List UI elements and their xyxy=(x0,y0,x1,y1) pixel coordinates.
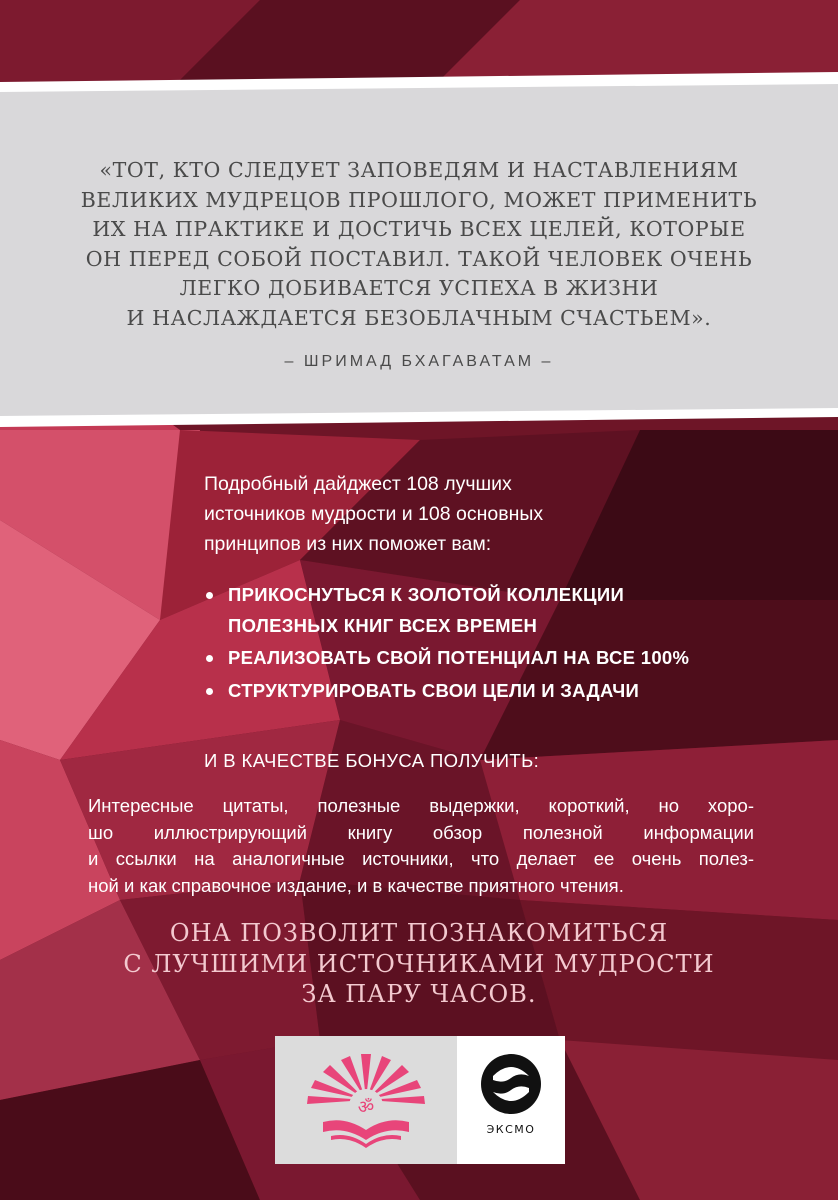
bonus-line: Интересные цитаты, полезные выдержки, короткий, но хоро- xyxy=(88,795,754,816)
benefit-line: СТРУКТУРИРОВАТЬ СВОИ ЦЕЛИ И ЗАДАЧИ xyxy=(228,679,640,701)
quote-line: «ТОТ, КТО СЛЕДУЕТ ЗАПОВЕДЯМ И НАСТАВЛЕНИЯМ xyxy=(99,158,739,182)
quote-line: ЛЕГКО ДОБИВАЕТСЯ УСПЕХА В ЖИЗНИ xyxy=(179,276,659,300)
benefit-line: РЕАЛИЗОВАТЬ СВОЙ ПОТЕНЦИАЛ НА ВСЕ 100% xyxy=(228,647,690,668)
sunburst-book-logo xyxy=(275,1036,457,1164)
closing-line: ЗА ПАРУ ЧАСОВ. xyxy=(301,980,537,1008)
publisher-name: ЭКСМО xyxy=(486,1123,536,1136)
closing-line: С ЛУЧШИМИ ИСТОЧНИКАМИ МУДРОСТИ xyxy=(123,949,715,978)
benefit-list xyxy=(204,580,764,708)
om-symbol: ॐ xyxy=(357,1097,375,1118)
quote-line: ОН ПЕРЕД СОБОЙ ПОСТАВИЛ. ТАКОЙ ЧЕЛОВЕК ОЧЕНЬ xyxy=(85,246,753,271)
bonus-line: ной и как справочное издание, и в качестве приятного чтения. xyxy=(88,874,624,896)
sunburst-icon xyxy=(275,1036,457,1164)
benefit-item xyxy=(204,676,764,707)
publisher-logos xyxy=(275,1036,565,1164)
benefit-line: ПРИКОСНУТЬСЯ К ЗОЛОТОЙ КОЛЛЕКЦИИ xyxy=(228,584,625,605)
bonus-line: шо иллюстрирующий книгу обзор полезной информации xyxy=(88,821,754,843)
closing-line: ОНА ПОЗВОЛИТ ПОЗНАКОМИТЬСЯ xyxy=(169,919,669,947)
quote-text xyxy=(60,156,778,333)
bullet-icon xyxy=(206,592,213,599)
benefit-line: ПОЛЕЗНЫХ КНИГ ВСЕХ ВРЕМЕН xyxy=(228,614,538,636)
closing-text xyxy=(0,918,838,1010)
bonus-line: и ссылки на аналогичные источники, что делает ее очень полез- xyxy=(88,848,754,869)
quote-line: И НАСЛАЖДАЕТСЯ БЕЗОБЛАЧНЫМ СЧАСТЬЕМ». xyxy=(126,305,712,330)
intro-line: источников мудрости и 108 основных xyxy=(204,503,544,525)
quote-line: ИХ НА ПРАКТИКЕ И ДОСТИЧЬ ВСЕХ ЦЕЛЕЙ, КОТОРЫЕ xyxy=(92,217,746,241)
bullet-icon xyxy=(206,655,213,662)
bonus-heading: И В КАЧЕСТВЕ БОНУСА ПОЛУЧИТЬ: xyxy=(204,750,540,771)
intro-line: Подробный дайджест 108 лучших xyxy=(204,473,512,495)
intro-text xyxy=(204,469,704,559)
intro-line: принципов из них поможет вам: xyxy=(204,533,492,555)
quote-source: – ШРИМАД БХАГАВАТАМ – xyxy=(284,353,554,370)
benefit-item xyxy=(204,643,764,674)
eksmo-icon xyxy=(457,1036,565,1164)
bonus-text xyxy=(88,793,754,899)
bullet-icon xyxy=(206,688,213,695)
eksmo-logo xyxy=(457,1036,565,1164)
benefit-item xyxy=(204,580,764,641)
quote-line: ВЕЛИКИХ МУДРЕЦОВ ПРОШЛОГО, МОЖЕТ ПРИМЕНИТЬ xyxy=(80,187,758,212)
